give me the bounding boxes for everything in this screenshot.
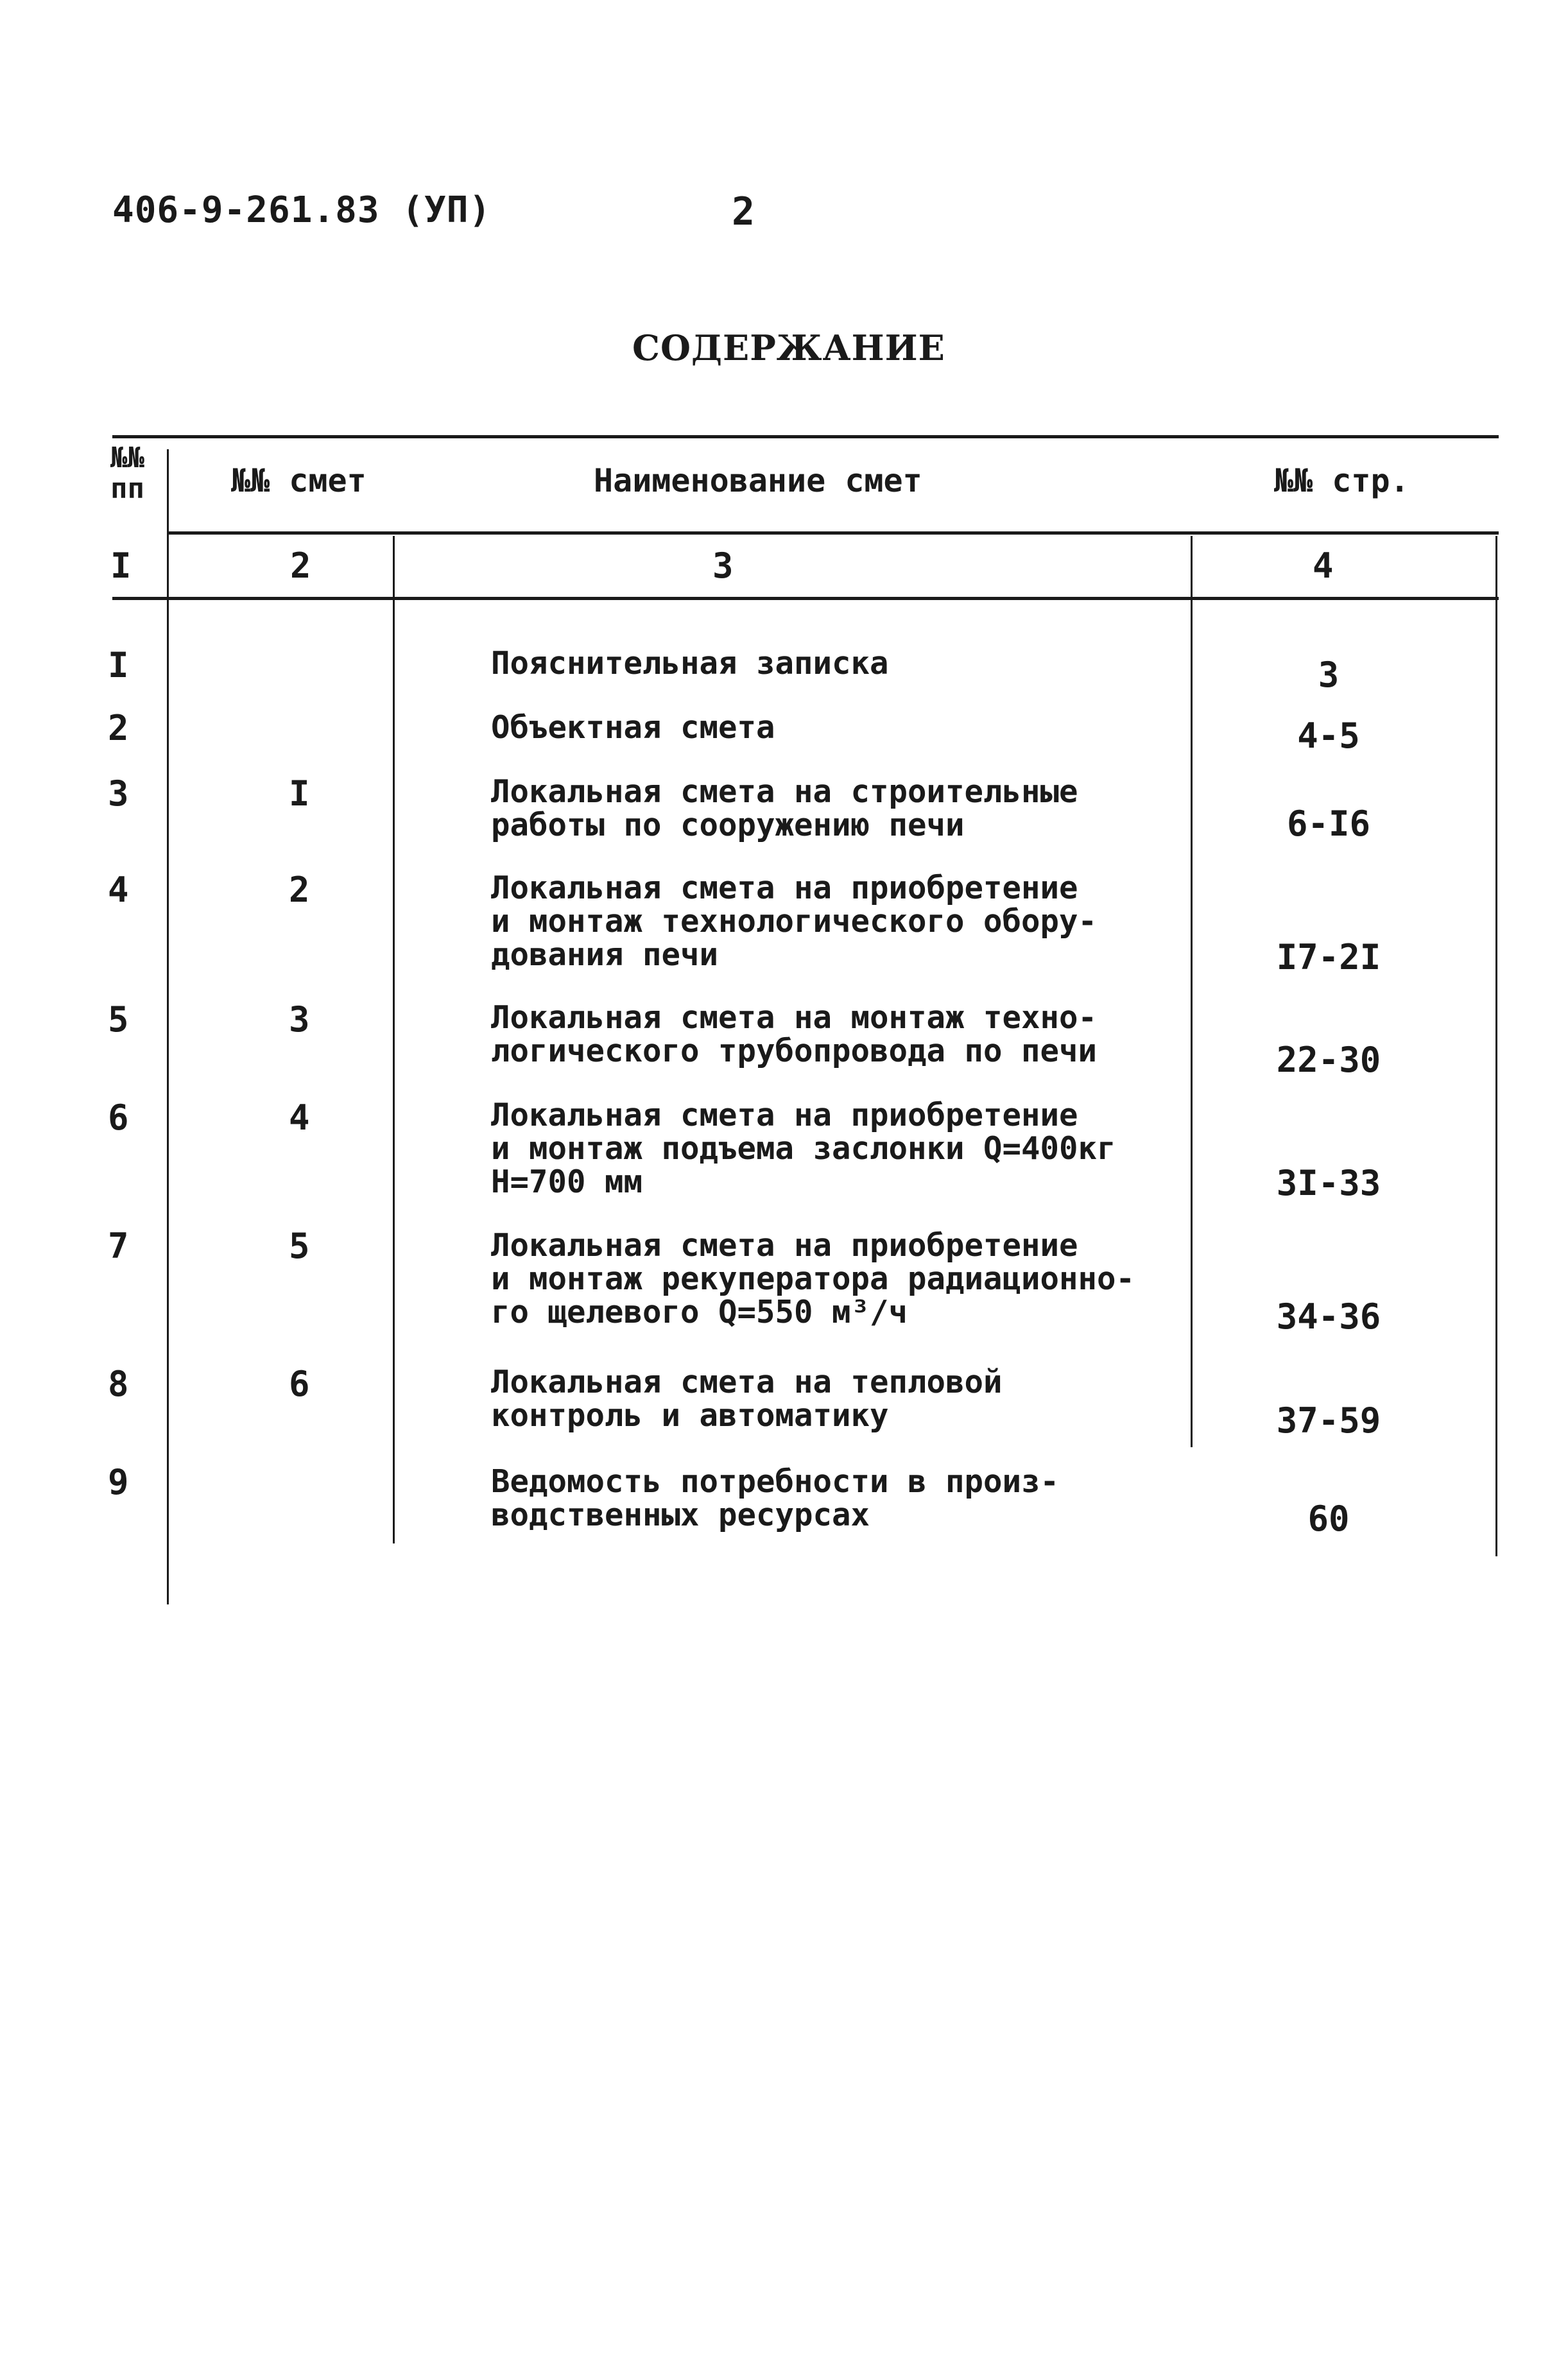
header-estimate-number: №№ смет [231, 462, 366, 499]
row-pages: 3I-33 [1276, 1163, 1381, 1203]
row-pages: 4-5 [1297, 716, 1360, 756]
row-title: Объектная смета [491, 709, 775, 746]
row-pages: 6-I6 [1286, 804, 1371, 844]
row-pages: 60 [1307, 1499, 1350, 1539]
row-title: Локальная смета на тепловой контроль и автоматику [491, 1364, 1003, 1434]
row-estimate-number: I [289, 773, 310, 814]
row-title: Локальная смета на монтаж техно- логического трубопровода по печи [491, 999, 1098, 1069]
header-row-number: №№ пп [110, 442, 144, 505]
row-pages: I7-2I [1276, 937, 1381, 977]
row-number: 7 [108, 1226, 129, 1266]
row-pages: 37-59 [1276, 1400, 1381, 1441]
row-pages: 22-30 [1276, 1040, 1381, 1080]
row-number: 9 [108, 1462, 129, 1502]
column-divider-right [1495, 536, 1497, 1556]
page-number: 2 [732, 189, 755, 234]
table-top-rule [112, 435, 1499, 438]
column-number-4: 4 [1313, 546, 1334, 586]
row-estimate-number: 5 [289, 1226, 310, 1266]
row-estimate-number: 6 [289, 1364, 310, 1404]
row-number: 4 [108, 870, 129, 910]
row-number: 2 [108, 708, 129, 748]
row-title: Локальная смета на строительные работы по сооружению печи [491, 773, 1078, 843]
column-number-3: 3 [712, 546, 734, 586]
column-divider-2 [393, 536, 395, 1543]
row-number: 3 [108, 773, 129, 814]
row-estimate-number: 2 [289, 870, 310, 910]
row-pages: 34-36 [1276, 1296, 1381, 1337]
header-page-numbers: №№ стр. [1274, 462, 1409, 499]
document-code: 406-9-261.83 (УП) [112, 189, 492, 231]
row-title: Ведомость потребности в произ- водственных ресурсах [491, 1463, 1060, 1533]
column-number-1: I [110, 546, 132, 586]
row-title: Локальная смета на приобретение и монтаж подъема заслонки Q=400кг H=700 мм [491, 1097, 1116, 1200]
row-title: Локальная смета на приобретение и монтаж рекуператора радиационно- го щелевого Q=550 м³/ч [491, 1227, 1135, 1330]
row-estimate-number: 3 [289, 999, 310, 1040]
contents-title: СОДЕРЖАНИЕ [632, 327, 945, 368]
header-estimate-name: Наименование смет [594, 462, 922, 499]
row-title: Локальная смета на приобретение и монтаж технологического обору- дования печи [491, 870, 1098, 973]
row-number: 5 [108, 999, 129, 1040]
row-estimate-number: 4 [289, 1097, 310, 1138]
row-number: 6 [108, 1097, 129, 1138]
column-number-2: 2 [290, 546, 311, 586]
column-divider-3 [1191, 536, 1193, 1447]
header-bottom-rule [167, 531, 1499, 535]
row-number: I [108, 645, 129, 685]
row-title: Пояснительная записка [491, 645, 889, 682]
row-pages: 3 [1318, 655, 1340, 695]
row-number: 8 [108, 1364, 129, 1404]
column-numbers-bottom-rule [112, 597, 1499, 600]
column-divider-1 [167, 449, 169, 1604]
